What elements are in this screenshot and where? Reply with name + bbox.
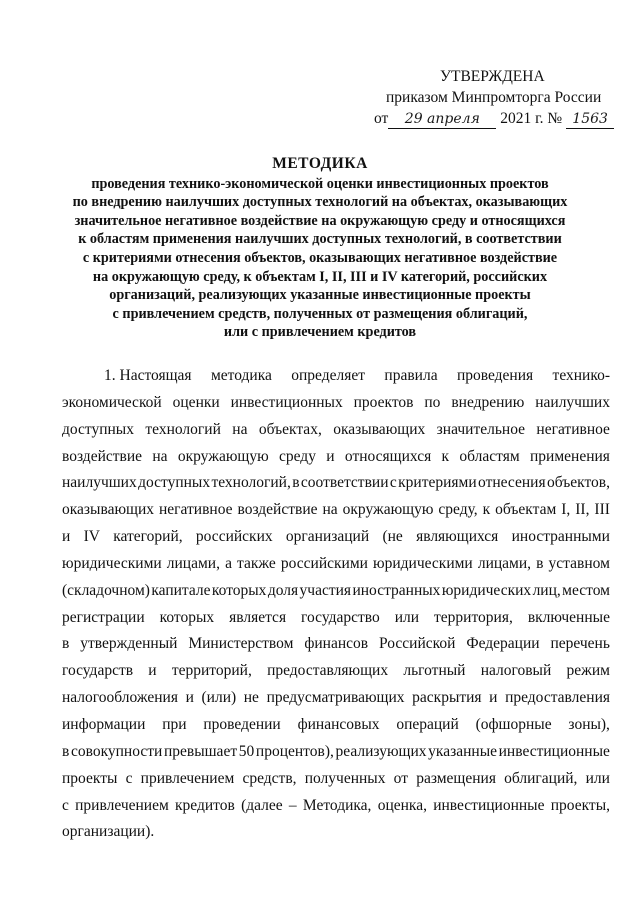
- approval-order-authority: приказом Минпромторга России: [386, 89, 602, 106]
- word: указанные: [428, 742, 497, 760]
- title-line: по внедрению наилучших доступных технологий на объектах, оказывающих: [72, 194, 568, 211]
- word: III: [594, 501, 610, 519]
- word: в: [62, 742, 70, 760]
- paragraph-line: [62, 417, 610, 444]
- word: юридическими: [62, 554, 162, 572]
- paragraph-line: [62, 819, 610, 846]
- word: 1. Настоящая: [104, 367, 192, 384]
- word: негативное: [536, 420, 610, 438]
- title-subtitle: [60, 175, 580, 342]
- word: проведении: [203, 715, 281, 733]
- word: (или): [201, 689, 237, 707]
- word: предоставляющих: [267, 662, 389, 680]
- word: проекты,: [550, 796, 610, 814]
- word: лиц,: [532, 581, 561, 599]
- word: соответствии: [300, 474, 389, 492]
- word: которых: [159, 608, 215, 626]
- word: предусматривающих: [266, 689, 405, 707]
- word: при: [162, 715, 187, 733]
- word: с: [125, 769, 133, 787]
- word: окружающую: [177, 447, 269, 465]
- word: Федерации: [466, 635, 540, 653]
- word: раскрытия: [412, 689, 482, 707]
- word: размещения: [416, 769, 496, 787]
- word: а: [225, 554, 232, 572]
- word: российских: [195, 528, 273, 546]
- word: с: [62, 796, 69, 814]
- order-year-label: 2021 г. №: [500, 110, 563, 127]
- word: значительное: [436, 420, 526, 438]
- title-line: или с привлечением кредитов: [223, 324, 417, 341]
- word: на: [152, 447, 168, 465]
- title-line: на окружающую среду, к объектам I, II, III и IV категорий, российских: [92, 268, 548, 285]
- word: и: [148, 662, 157, 680]
- word: иностранных: [352, 581, 441, 599]
- paragraph-line: [62, 658, 610, 685]
- word: льготный: [403, 662, 466, 680]
- word: –: [288, 796, 297, 814]
- title-line: с критериями отнесения объектов, оказывающих негативное воздействие: [82, 249, 558, 266]
- word: оценки: [172, 393, 220, 411]
- word: реализующих: [335, 742, 427, 760]
- word: областям: [459, 447, 520, 465]
- word: технологий,: [211, 474, 291, 492]
- paragraph-line: [62, 363, 610, 390]
- word: экономической: [62, 393, 162, 411]
- word: финансовых: [297, 715, 380, 733]
- word: перечень: [550, 635, 610, 653]
- word: (офшорные: [475, 715, 552, 733]
- document-title: [60, 155, 580, 342]
- word: наилучших: [62, 474, 137, 492]
- word: кредитов: [175, 796, 235, 814]
- paragraph-line: [62, 497, 610, 524]
- word: являющихся: [416, 528, 499, 546]
- word: технико-: [552, 367, 610, 384]
- word: местом: [562, 581, 610, 599]
- word: оказывающих: [62, 501, 155, 519]
- word: которых: [211, 581, 267, 599]
- word: включенные: [527, 608, 610, 626]
- paragraph-line: [62, 578, 610, 605]
- word: Российской: [379, 635, 456, 653]
- word: юридическими: [373, 554, 473, 572]
- word: среду,: [438, 501, 478, 519]
- word: и: [62, 528, 71, 546]
- title-line: с привлечением средств, полученных от размещения облигаций,: [112, 305, 528, 322]
- paragraph-1: [62, 363, 610, 846]
- word: организаций: [285, 528, 370, 546]
- word: юридических: [441, 581, 532, 599]
- paragraph-line: [62, 551, 610, 578]
- word: методика: [210, 367, 272, 384]
- word: в: [292, 474, 300, 492]
- word: по: [424, 393, 441, 411]
- word: отнесения: [478, 474, 546, 492]
- word: или: [394, 608, 420, 626]
- word: утвержденный: [80, 635, 178, 653]
- word: объектов,: [546, 474, 610, 492]
- word: организации).: [62, 823, 155, 841]
- word: процентов),: [255, 742, 334, 760]
- word: объектам: [495, 501, 557, 519]
- paragraph-line: [62, 739, 610, 766]
- word: средств,: [242, 769, 297, 787]
- word: окружающую: [342, 501, 434, 519]
- word: и: [489, 689, 498, 707]
- handwritten-order-number: 1563: [566, 111, 614, 129]
- word: и: [326, 447, 335, 465]
- paragraph-line: [62, 712, 610, 739]
- word: инвестиционные: [498, 742, 610, 760]
- handwritten-date: 29 апреля: [388, 111, 496, 129]
- word: 50: [238, 742, 255, 760]
- word: в: [536, 554, 544, 572]
- word: к: [482, 501, 491, 519]
- word: с: [389, 474, 397, 492]
- word: к: [441, 447, 450, 465]
- paragraph-line: [62, 631, 610, 658]
- word: превышает: [163, 742, 238, 760]
- word: предоставления: [505, 689, 610, 707]
- paragraph-line: [62, 524, 610, 551]
- title-heading: МЕТОДИКА: [272, 155, 368, 172]
- paragraph-line: [62, 390, 610, 417]
- word: доступных: [138, 474, 211, 492]
- word: применения: [530, 447, 610, 465]
- word: привлечением: [140, 769, 235, 787]
- word: зоны),: [568, 715, 610, 733]
- word: также: [237, 554, 276, 572]
- word: объектах,: [258, 420, 322, 438]
- word: или: [585, 769, 610, 787]
- word: (складочном): [62, 581, 150, 599]
- word: доля: [267, 581, 299, 599]
- word: лицами,: [477, 554, 532, 572]
- word: иностранными: [511, 528, 610, 546]
- word: (не: [382, 528, 403, 546]
- word: Министерством: [188, 635, 294, 653]
- word: не: [243, 689, 259, 707]
- word: облигаций,: [504, 769, 578, 787]
- word: регистрации: [62, 608, 145, 626]
- word: негативное: [159, 501, 233, 519]
- word: определяет: [291, 367, 366, 384]
- title-line: проведения технико-экономической оценки инвестиционных проектов: [91, 175, 549, 192]
- from-label: от: [374, 110, 389, 127]
- word: IV: [83, 528, 100, 546]
- word: является: [229, 608, 287, 626]
- word: совокупности: [70, 742, 163, 760]
- word: категорий,: [113, 528, 183, 546]
- word: воздействие: [62, 447, 143, 465]
- word: проектов: [353, 393, 414, 411]
- word: среду: [279, 447, 316, 465]
- word: на: [322, 501, 338, 519]
- word: налоговый: [480, 662, 552, 680]
- word: капитале: [151, 581, 211, 599]
- title-line: значительное негативное воздействие на окружающую среду и относящихся: [74, 212, 566, 229]
- word: инвестиционных: [230, 393, 343, 411]
- word: на: [232, 420, 248, 438]
- paragraph-line: [62, 766, 610, 793]
- word: относящихся: [344, 447, 432, 465]
- paragraph-line: [62, 444, 610, 471]
- word: финансов: [304, 635, 369, 653]
- word: технологий: [145, 420, 221, 438]
- word: доступных: [62, 420, 134, 438]
- word: государство: [301, 608, 380, 626]
- word: критериями: [398, 474, 477, 492]
- word: территорий,: [171, 662, 252, 680]
- word: проведения: [456, 367, 534, 384]
- word: оказывающих: [333, 420, 426, 438]
- word: лицами,: [166, 554, 220, 572]
- word: и: [185, 689, 194, 707]
- word: внедрению: [451, 393, 525, 411]
- title-line: к областям применения наилучших доступных технологий, в соответствии: [78, 231, 562, 248]
- paragraph-line: [62, 605, 610, 632]
- word: российскими: [280, 554, 368, 572]
- word: государств: [62, 662, 134, 680]
- approval-order-date-line: [368, 108, 618, 129]
- word: операций: [396, 715, 459, 733]
- word: участия: [299, 581, 352, 599]
- word: уставном: [548, 554, 610, 572]
- word: инвестиционные: [433, 796, 545, 814]
- word: (далее: [241, 796, 283, 814]
- paragraph-line: [62, 470, 610, 497]
- word: режим: [566, 662, 610, 680]
- word: наилучших: [535, 393, 610, 411]
- word: налогообложения: [62, 689, 178, 707]
- word: оценка,: [377, 796, 427, 814]
- word: проекты: [62, 769, 118, 787]
- word: правила: [384, 367, 438, 384]
- approval-status: УТВЕРЖДЕНА: [440, 68, 545, 85]
- word: привлечением: [75, 796, 169, 814]
- title-line: организаций, реализующих указанные инвестиционные проекты: [109, 287, 531, 304]
- paragraph-line: [62, 793, 610, 820]
- word: II,: [575, 501, 590, 519]
- word: I,: [561, 501, 571, 519]
- approval-stamp: [368, 66, 618, 129]
- paragraph-line: [62, 685, 610, 712]
- word: от: [393, 769, 408, 787]
- word: полученных: [304, 769, 386, 787]
- word: в: [62, 635, 70, 653]
- word: информации: [62, 715, 146, 733]
- word: воздействие: [237, 501, 318, 519]
- word: Методика,: [302, 796, 372, 814]
- word: территория,: [434, 608, 513, 626]
